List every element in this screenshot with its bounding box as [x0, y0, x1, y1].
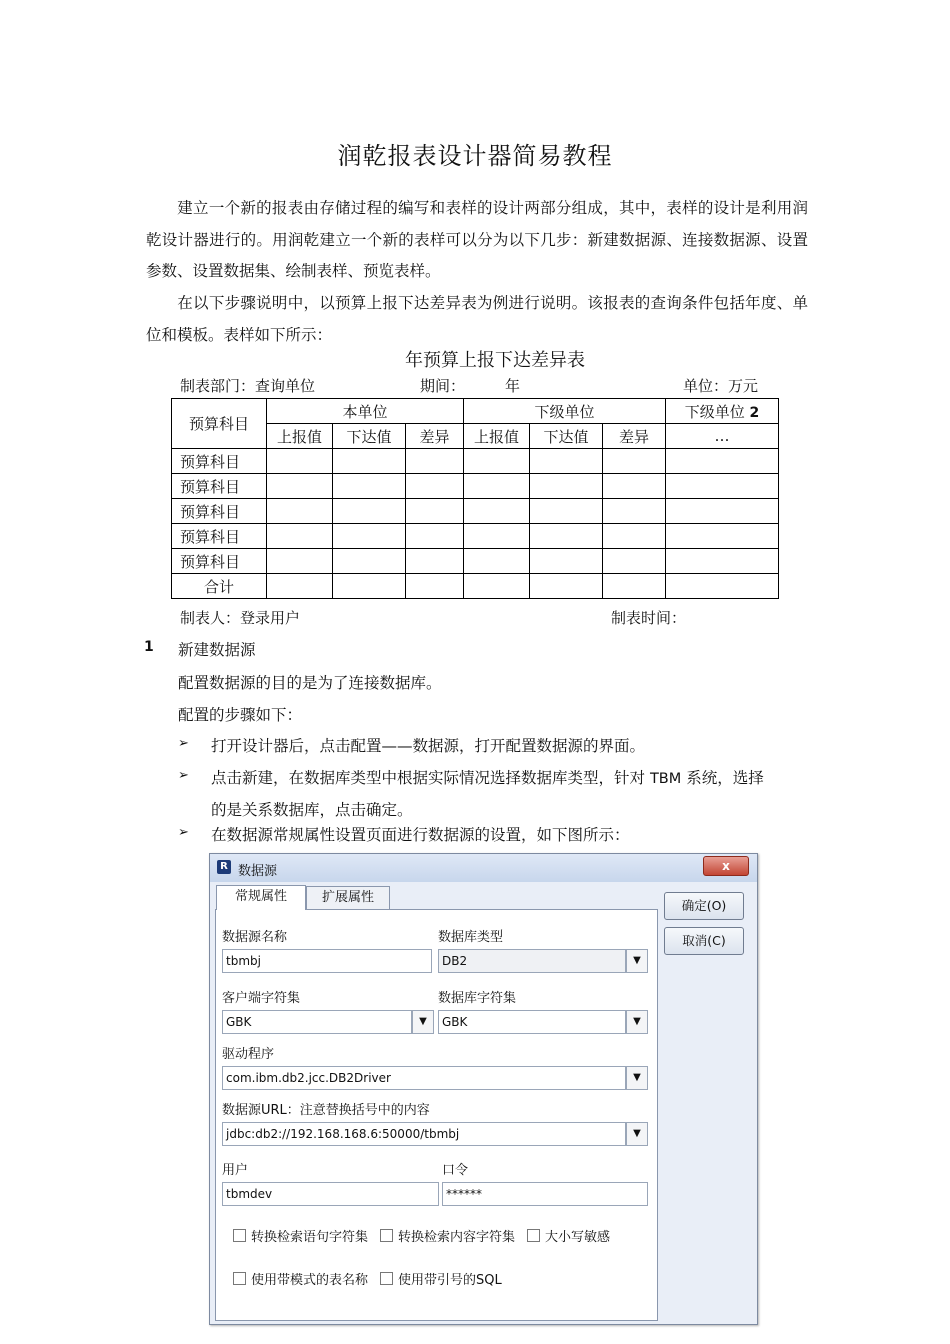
bullet-icon: ➢ [178, 768, 189, 783]
chevron-down-icon[interactable]: ▼ [626, 1122, 648, 1146]
report-dept: 制表部门：查询单位 [180, 377, 316, 395]
report-year: 年 [505, 377, 521, 395]
tab-extended[interactable]: 扩展属性 [306, 886, 390, 909]
section-desc: 配置数据源的目的是为了连接数据库。 [178, 674, 442, 692]
checkbox-convert-sql-charset[interactable]: 转换检索语句字符集 [233, 1226, 368, 1245]
report-table [171, 398, 779, 599]
db-charset-label: 数据库字符集 [438, 991, 517, 1006]
row-label: 预算科目 [172, 449, 267, 474]
bullet-icon: ➢ [178, 736, 189, 751]
driver-label: 驱动程序 [222, 1047, 275, 1062]
ds-name-label: 数据源名称 [222, 930, 288, 945]
report-maker: 制表人：登录用户 [180, 609, 301, 627]
step-1: 打开设计器后，点击配置——数据源，打开配置数据源的界面。 [211, 737, 646, 755]
page-title: 润乾报表设计器简易教程 [337, 142, 613, 170]
db-charset-select[interactable]: GBK [438, 1010, 626, 1034]
header-subject: 预算科目 [172, 399, 267, 449]
dialog-titlebar [210, 854, 757, 882]
chevron-down-icon[interactable]: ▼ [412, 1010, 434, 1034]
password-input[interactable]: ****** [442, 1182, 648, 1206]
header-col: 上报值 [464, 424, 530, 449]
header-group-sub2: 下级单位 2 [666, 399, 779, 424]
intro-paragraph-2: 在以下步骤说明中，以预算上报下达差异表为例进行说明。该报表的查询条件包括年度、单位和模板。表样如下所示： [146, 294, 808, 344]
header-ellipsis: … [666, 424, 779, 449]
chevron-down-icon[interactable]: ▼ [626, 1010, 648, 1034]
report-period: 期间： [420, 377, 466, 395]
db-type-select[interactable]: DB2 [438, 949, 626, 973]
header-col: 上报值 [267, 424, 333, 449]
chevron-down-icon[interactable]: ▼ [626, 949, 648, 973]
step-2-cont: 的是关系数据库，点击确定。 [211, 801, 413, 819]
report-caption: 年预算上报下达差异表 [405, 350, 585, 371]
client-charset-select[interactable]: GBK [222, 1010, 412, 1034]
row-label: 预算科目 [172, 499, 267, 524]
row-label: 预算科目 [172, 549, 267, 574]
checkbox-schema-table-name[interactable]: 使用带模式的表名称 [233, 1269, 368, 1288]
user-input[interactable]: tbmdev [222, 1182, 439, 1206]
datasource-dialog [209, 853, 758, 1325]
checkbox-quoted-sql[interactable]: 使用带引号的SQL [380, 1269, 502, 1288]
bullet-icon: ➢ [178, 825, 189, 840]
steps-label: 配置的步骤如下： [178, 706, 303, 724]
ok-button[interactable]: 确定(O) [664, 892, 744, 920]
header-col: 差异 [603, 424, 666, 449]
step-3: 在数据源常规属性设置页面进行数据源的设置，如下图所示： [211, 826, 630, 844]
url-select[interactable]: jdbc:db2://192.168.168.6:50000/tbmbj [222, 1122, 626, 1146]
header-col: 下达值 [333, 424, 406, 449]
row-label: 预算科目 [172, 474, 267, 499]
chevron-down-icon[interactable]: ▼ [626, 1066, 648, 1090]
header-group-sub: 下级单位 [464, 399, 666, 424]
checkbox-convert-content-charset[interactable]: 转换检索内容字符集 [380, 1226, 515, 1245]
close-button[interactable]: x [703, 856, 749, 876]
dialog-title: 数据源 [238, 864, 278, 879]
app-icon: R [217, 860, 231, 874]
intro-paragraph-1: 建立一个新的报表由存储过程的编写和表样的设计两部分组成，其中，表样的设计是利用润乾设计器进行的。用润乾建立一个新的表样可以分为以下几步：新建数据源、连接数据源、设置参数、设置数据集、绘制表样、预览表样。 [146, 199, 808, 280]
report-time: 制表时间： [611, 609, 687, 627]
user-label: 用户 [222, 1163, 249, 1178]
url-label: 数据源URL：注意替换括号中的内容 [222, 1103, 430, 1118]
section-title: 新建数据源 [178, 641, 256, 659]
tab-general[interactable]: 常规属性 [216, 885, 306, 910]
row-label: 预算科目 [172, 524, 267, 549]
step-2: 点击新建，在数据库类型中根据实际情况选择数据库类型，针对 TBM 系统，选择 [211, 769, 764, 787]
ds-name-input[interactable]: tbmbj [222, 949, 432, 973]
driver-select[interactable]: com.ibm.db2.jcc.DB2Driver [222, 1066, 626, 1090]
header-col: 差异 [406, 424, 464, 449]
checkbox-case-sensitive[interactable]: 大小写敏感 [527, 1226, 610, 1245]
report-unit: 单位：万元 [683, 377, 759, 395]
db-type-label: 数据库类型 [438, 930, 504, 945]
header-col: 下达值 [530, 424, 603, 449]
section-number: 1 [144, 639, 154, 655]
header-group-own: 本单位 [267, 399, 464, 424]
client-charset-label: 客户端字符集 [222, 991, 301, 1006]
cancel-button[interactable]: 取消(C) [664, 927, 744, 955]
row-total: 合计 [172, 574, 267, 599]
password-label: 口令 [442, 1163, 469, 1178]
